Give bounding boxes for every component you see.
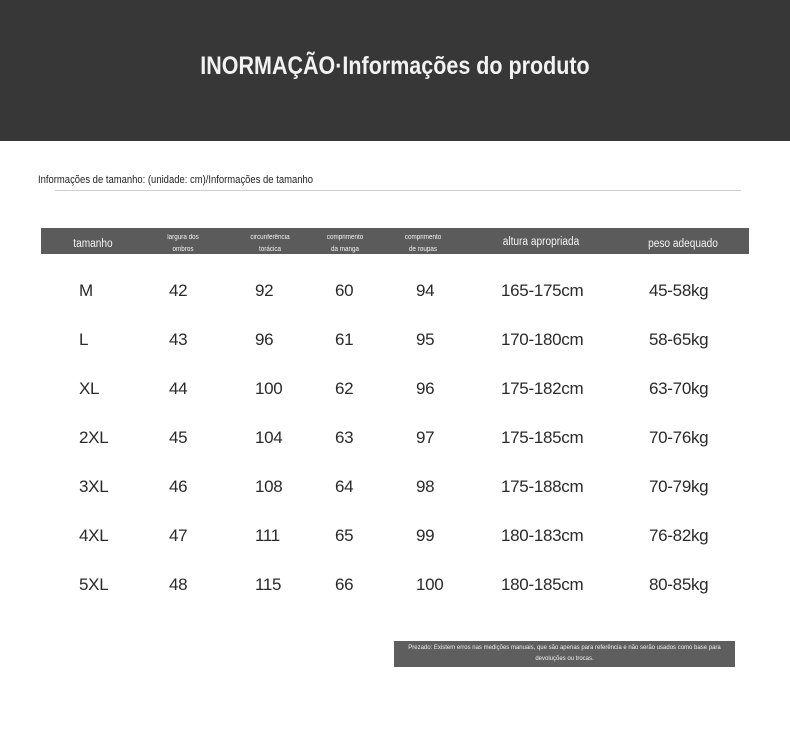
table-cell: 5XL bbox=[79, 575, 109, 594]
size-table-header bbox=[41, 228, 749, 254]
column-header-length: comprimento de roupas bbox=[404, 234, 442, 253]
disclaimer-note: Prezado: Existem erros nas medições manuais, que são apenas para referência e não serão usados como base para devoluções ou trocas. bbox=[394, 641, 735, 667]
table-cell: 180-183cm bbox=[501, 526, 584, 545]
table-cell: M bbox=[79, 281, 93, 300]
table-cell: 170-180cm bbox=[501, 330, 584, 349]
table-cell: 98 bbox=[416, 477, 435, 496]
column-header-weight: peso adequado bbox=[648, 238, 718, 250]
table-cell: 45 bbox=[169, 428, 188, 447]
table-cell: 2XL bbox=[79, 428, 109, 447]
table-cell: 62 bbox=[335, 379, 354, 398]
column-header-size: tamanho bbox=[73, 238, 113, 250]
page-title: INORMAÇÃO·Informações do produto bbox=[200, 52, 590, 80]
table-cell: 70-79kg bbox=[649, 477, 709, 496]
table-cell: 100 bbox=[255, 379, 283, 398]
table-cell: 80-85kg bbox=[649, 575, 709, 594]
table-cell: 70-76kg bbox=[649, 428, 709, 447]
table-cell: 63-70kg bbox=[649, 379, 709, 398]
table-row bbox=[41, 379, 749, 409]
table-cell: 180-185cm bbox=[501, 575, 584, 594]
table-cell: 96 bbox=[416, 379, 435, 398]
table-cell: 100 bbox=[416, 575, 444, 594]
table-cell: 65 bbox=[335, 526, 354, 545]
table-cell: 47 bbox=[169, 526, 188, 545]
table-cell: 3XL bbox=[79, 477, 109, 496]
column-header-sleeve: comprimento da manga bbox=[326, 234, 364, 253]
table-cell: 48 bbox=[169, 575, 188, 594]
table-cell: L bbox=[79, 330, 89, 349]
table-cell: 76-82kg bbox=[649, 526, 709, 545]
header-band bbox=[0, 0, 790, 141]
column-header-chest: circunferência torácica bbox=[250, 234, 290, 253]
table-cell: 99 bbox=[416, 526, 435, 545]
table-row bbox=[41, 330, 749, 360]
table-cell: 45-58kg bbox=[649, 281, 709, 300]
table-cell: 4XL bbox=[79, 526, 109, 545]
size-info-label: Informações de tamanho: (unidade: cm)/Informações de tamanho bbox=[38, 174, 314, 186]
table-cell: 63 bbox=[335, 428, 354, 447]
table-cell: 111 bbox=[255, 526, 280, 545]
table-cell: XL bbox=[79, 379, 100, 398]
table-cell: 175-182cm bbox=[501, 379, 584, 398]
table-cell: 108 bbox=[255, 477, 283, 496]
table-row bbox=[41, 428, 749, 458]
table-row bbox=[41, 575, 749, 605]
column-header-shoulder: largura dos ombros bbox=[167, 234, 199, 253]
table-cell: 58-65kg bbox=[649, 330, 709, 349]
table-cell: 95 bbox=[416, 330, 435, 349]
table-cell: 60 bbox=[335, 281, 354, 300]
column-header-height: altura apropriada bbox=[502, 236, 580, 248]
table-row bbox=[41, 477, 749, 507]
table-cell: 42 bbox=[169, 281, 188, 300]
table-cell: 61 bbox=[335, 330, 354, 349]
table-cell: 104 bbox=[255, 428, 283, 447]
table-cell: 97 bbox=[416, 428, 435, 447]
table-cell: 92 bbox=[255, 281, 274, 300]
table-cell: 96 bbox=[255, 330, 274, 349]
table-cell: 46 bbox=[169, 477, 188, 496]
table-cell: 44 bbox=[169, 379, 188, 398]
table-cell: 64 bbox=[335, 477, 354, 496]
table-cell: 115 bbox=[255, 575, 282, 594]
table-cell: 43 bbox=[169, 330, 188, 349]
table-cell: 175-185cm bbox=[501, 428, 584, 447]
table-cell: 94 bbox=[416, 281, 435, 300]
table-cell: 175-188cm bbox=[501, 477, 584, 496]
table-cell: 66 bbox=[335, 575, 354, 594]
table-cell: 165-175cm bbox=[501, 281, 584, 300]
table-row bbox=[41, 526, 749, 556]
table-row bbox=[41, 281, 749, 311]
divider bbox=[55, 190, 741, 191]
